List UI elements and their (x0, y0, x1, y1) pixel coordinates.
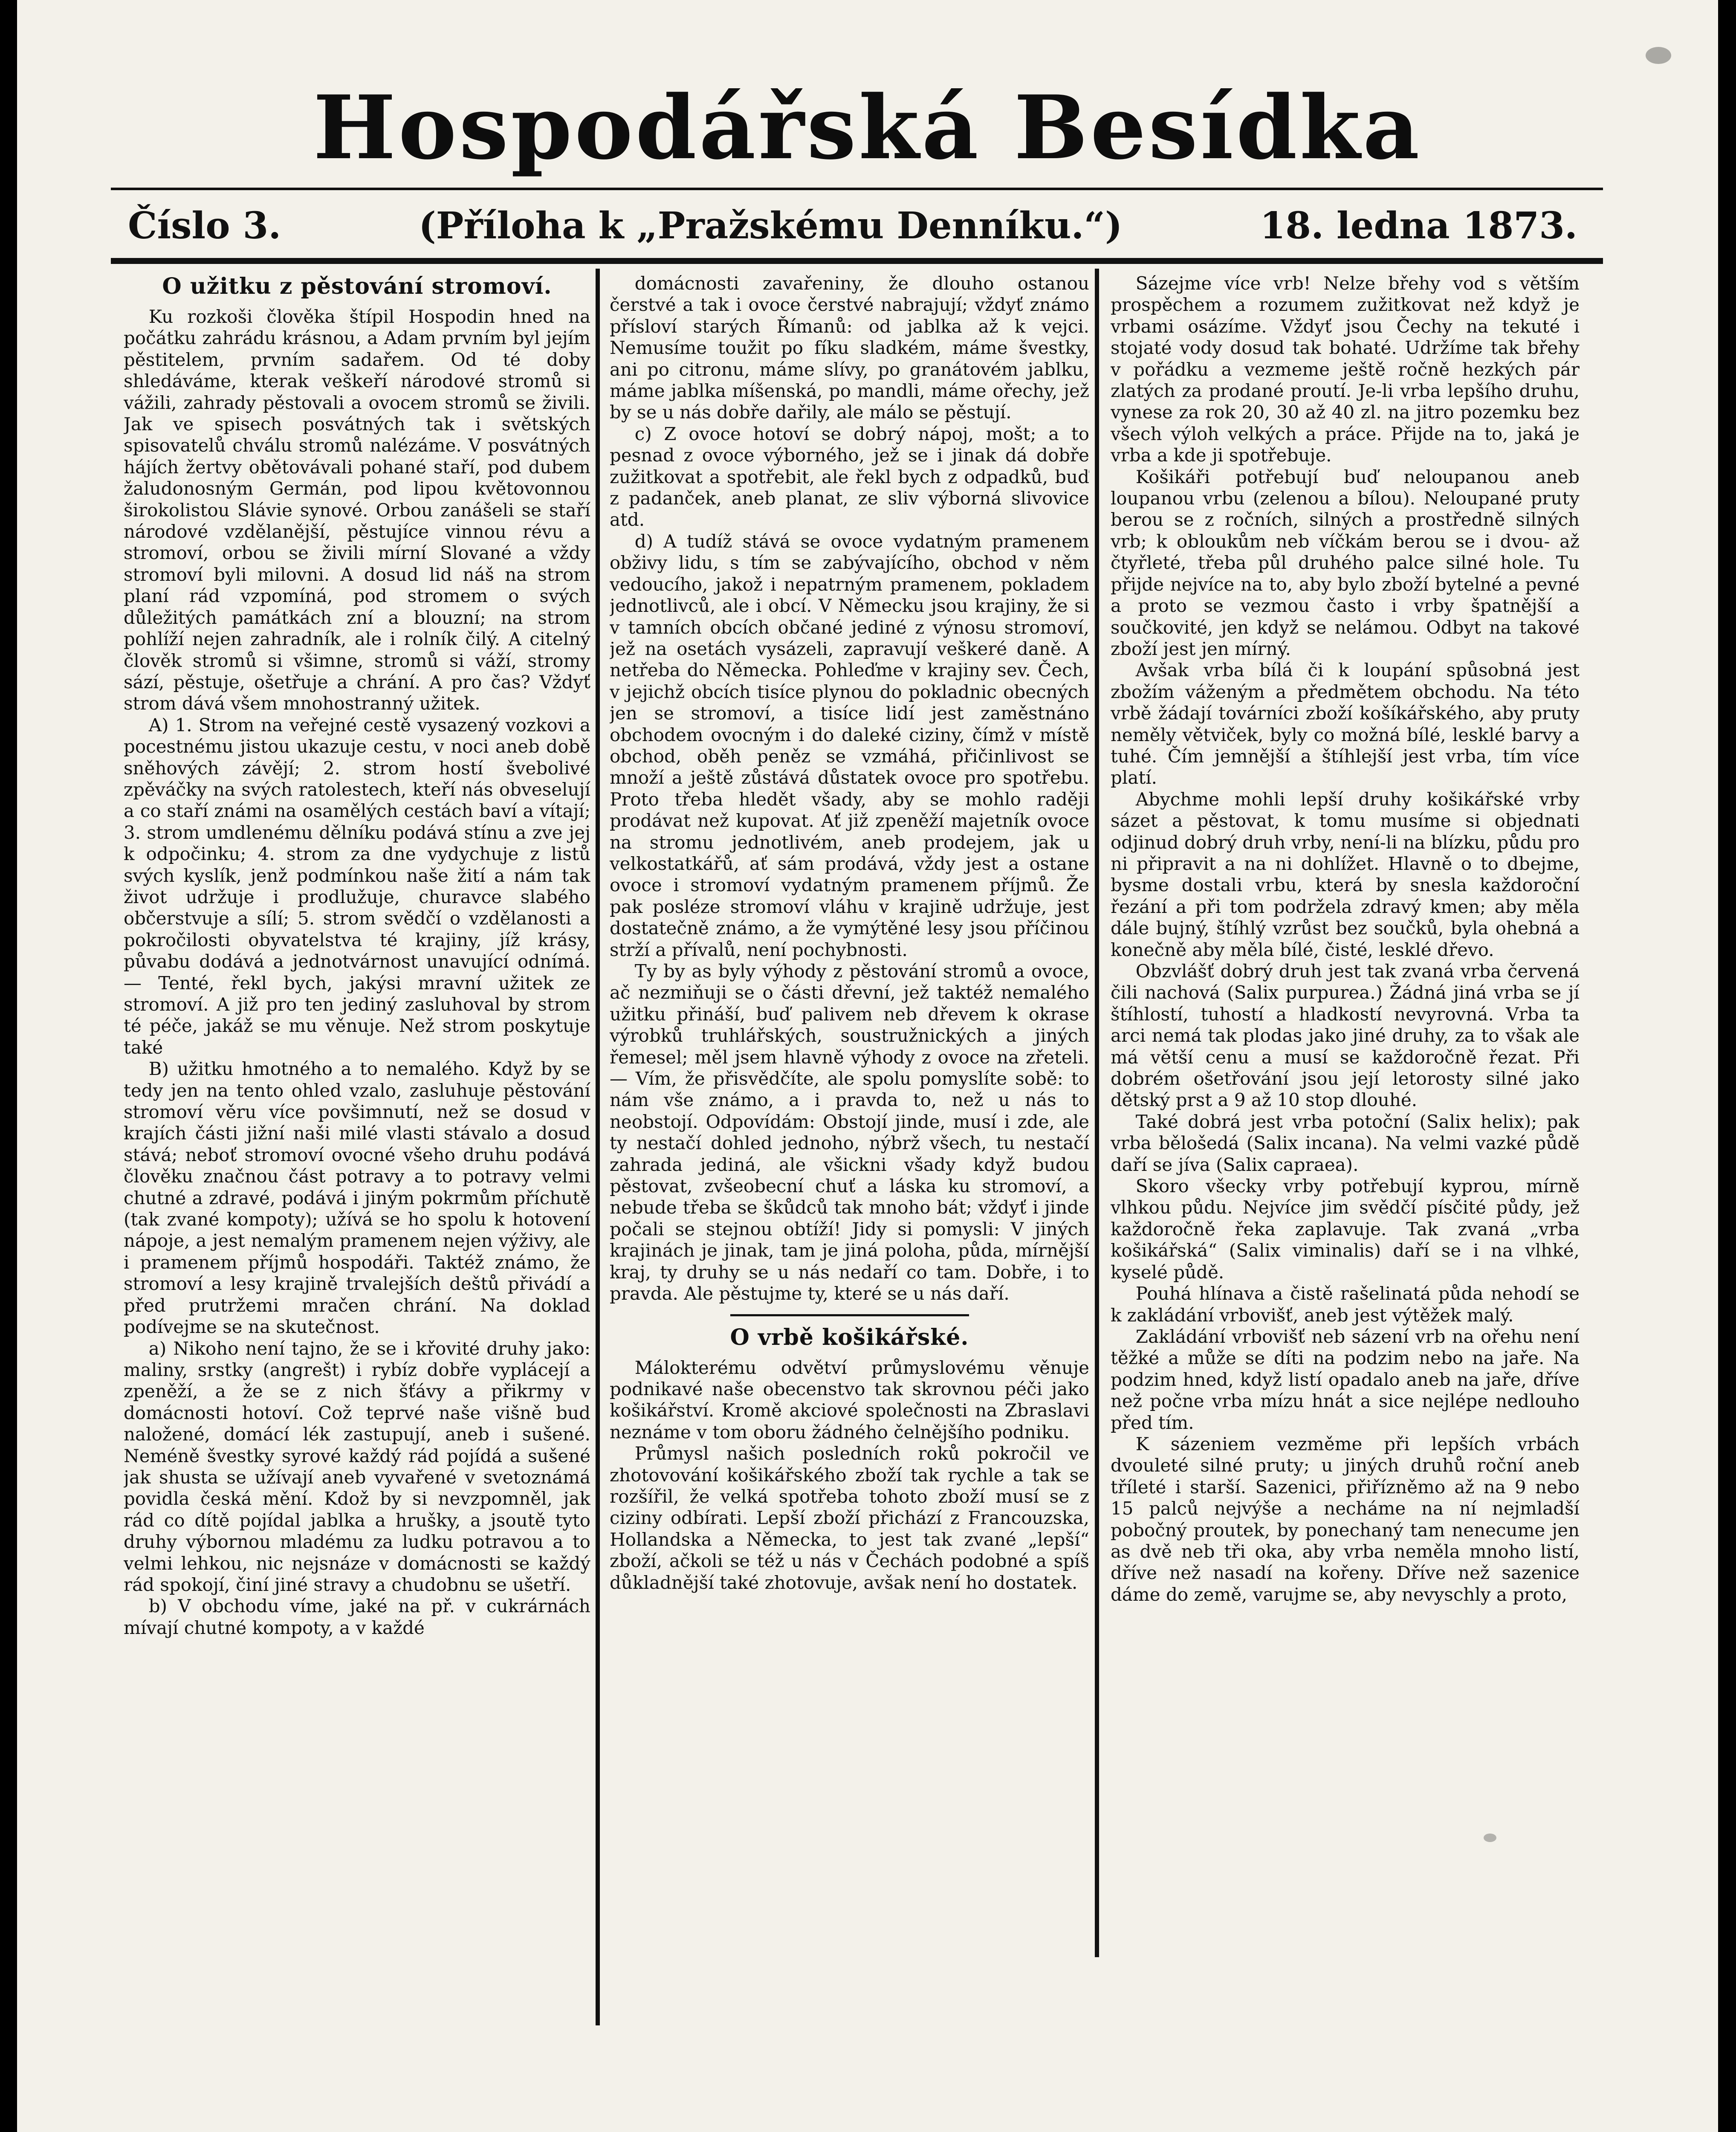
article-heading-trees: O užitku z pěstování stromoví. (162, 273, 552, 299)
paragraph: d) A tudíž stává se ovoce vydatným pramenem obživy lidu, s tím se zabývajícího, obchod v něm vedoucího, jakož i nepatrným pramenem, pokladem jednotlivců, ale i obcí. V Německu jsou krajiny, že si v tamních obcích občané jediné z výnosu stromoví, jež na osetách vysázeli, zapravují veškeré daně. A netřeba do Německa. Pohleďme v krajiny sev. Čech, v jejichž obcích tisíce plynou do pokladnic obecných jen se stromoví, a tisíce lidí jest zaměstnáno obchodem ovocným i do daleké ciziny, čímž v místě obchod, oběh peněz se vzmáhá, přičinlivost se množí a ještě zůstává důstatek ovoce pro spotřebu. Proto třeba hledět všady, aby se mohlo raději prodávat než kupovat. Ať již zpeněží majetník ovoce na stromu jednotlivém, aneb prodejem, jak u velkostatkářů, ať sám prodává, vždy jest a ostane ovoce i stromoví vydatným pramenem příjmů. Že pak posléze stromoví vláhu v krajině udržuje, jest dostatečně známo, a že vymýtěné lesy jsou příčinou strží a přívalů, není pochybnosti. (610, 530, 1089, 960)
paragraph: K sázeniem vezměme při lepších vrbách dvouleté silné pruty; u jiných druhů roční aneb tříleté i starší. Sazenici, přiřízněmo až na 9 nebo 15 palců nejvýše a necháme na ní nejmladší pobočný proutek, by ponechaný tam nenecume jen as dvě neb tři oka, aby vrba neměla mnoho listí, dříve než nasadí na kořeny. Dříve než sazenice dáme do země, varujme se, aby nevyschly a proto, (1111, 1433, 1580, 1605)
ink-blot (1646, 47, 1671, 64)
paragraph: Abychme mohli lepší druhy košikářské vrby sázet a pěstovat, k tomu musíme si objednati odjinud dobrý druh vrby, není-li na blízku, půdu pro ni připravit a na ni dohlížet. Hlavně o to dbejme, bysme dostali vrbu, která by snesla každoroční řezání a při tom podržela zdravý kmen; aby měla dále bujný, štíhlý vzrůst bez součků, byla ohebná a konečně aby měla bílé, čisté, lesklé dřevo. (1111, 788, 1580, 960)
column-divider (596, 269, 600, 2025)
masthead-title: Hospodářská Besídka (313, 77, 1422, 179)
paragraph: Košikáři potřebují buď neloupanou aneb loupanou vrbu (zelenou a bílou). Neloupané pruty berou se z ročních, silných a prostředně silných vrb; k obloukům neb víčkám berou se i dvou- až čtyřleté, třeba půl druhého palce silné hole. Tu přijde nejvíce na to, aby bylo zboží bytelné a pevné a proto se vezmou často i vrby špatnější a součkovité, jen když se nelámou. Odbyt na takové zboží jest jen mírný. (1111, 466, 1580, 659)
column-1 (124, 273, 590, 2094)
paragraph: B) užitku hmotného a to nemalého. Když by se tedy jen na tento ohled vzalo, zasluhuje pěstování stromoví věru více povšimnutí, než se dosud v krajích části jižní naši milé vlasti stávalo a dosud stává; neboť stromoví ovocné všeho druhu podává člověku značnou část potravy a to potravy velmi chutné a zdravé, podává i jiným pokrmům příchutě (tak zvané kompoty); užívá se ho spolu k hotovení nápoje, a jest nemalým pramenem nejen výživy, ale i pramenem příjmů hospodáři. Taktéž známo, že stromoví a lesy krajině trvalejších deštů přivádí a před prutržemi mračen chrání. Na doklad podívejme se na skutečnost. (124, 1058, 590, 1338)
section-rule (730, 1314, 969, 1316)
paragraph: Průmysl našich posledních roků pokročil ve zhotovování košikářského zboží tak rychle a tak se rozšířil, že velká spotřeba tohoto zboží musí se z ciziny odbírati. Lepší zboží přichází z Francouzska, Hollandska a Německa, to jest tak zvané „lepší“ zboží, ačkoli se též u nás v Čechách podobné a spíš důkladnější také zhotovuje, avšak není ho dostatek. (610, 1443, 1089, 1593)
header-rule (111, 258, 1603, 264)
paragraph: Také dobrá jest vrba potoční (Salix helix); pak vrba bělošedá (Salix incana). Na velmi vazké půdě daří se jíva (Salix capraea). (1111, 1111, 1580, 1175)
masthead-rule (111, 188, 1603, 190)
paragraph: Skoro všecky vrby potřebují kyprou, mírně vlhkou půdu. Nejvíce jim svědčí písčité půdy, jež každoročně řeka zaplavuje. Tak zvaná „vrba košikářská“ (Salix viminalis) daří se i na vlhké, kyselé půdě. (1111, 1176, 1580, 1283)
paragraph: b) V obchodu víme, jaké na př. v cukrárnách mívají chutné kompoty, a v každé (124, 1596, 590, 1638)
issue-line (128, 200, 1577, 252)
paragraph: Ty by as byly výhody z pěstování stromů a ovoce, ač nezmiňuji se o části dřevní, jež taktéž nemalého užitku přináší, buď palivem neb dřevem k okrase výrobků truhlářských, soustružnických a jiných řemesel; měl jsem hlavně výhody z ovoce na zřeteli. — Vím, že přisvědčíte, ale spolu pomyslíte sobě: to nám vše známo, a i pravda to, než u nás to neobstojí. Odpovídám: Obstojí jinde, musí i zde, ale ty nestačí dohled jednoho, nýbrž všech, tu nestačí zahrada jediná, ale všickni všady když budou pěstovat, zvšeobecní chuť a láska ku stromoví, a nebude třeba se škůdců tak mnoho bát; vždyť i jinde počali se stejnou obtíží! Jidy si pomysli: V jiných krajinách je jinak, tam je jiná poloha, půda, mírnější kraj, ty druhy se u nás nedaří co tam. Dobře, i to pravda. Ale pěstujme ty, které se u nás daří. (610, 961, 1089, 1304)
paragraph: Obzvlášť dobrý druh jest tak zvaná vrba červená čili nachová (Salix purpurea.) Žádná jiná vrba se jí štíhlostí, tuhostí a hladkostí nevyrovná. Vrba ta arci nemá tak plodas jako jiné druhy, za to však ale má větší cenu a musí se každoročně řezat. Při dobrém ošetřování jsou její letorosty silné jako dětský prst a 9 až 10 stop dlouhé. (1111, 961, 1580, 1111)
paragraph: c) Z ovoce hotoví se dobrý nápoj, mošt; a to pesnad z ovoce výborného, jež se i jinak dá dobře zužitkovat a spotřebit, ale řekl bych z odpadků, buď z padanček, aneb planat, ze sliv výborná slivovice atd. (610, 423, 1089, 530)
newspaper-page (17, 0, 1718, 2132)
paragraph: Sázejme více vrb! Nelze břehy vod s větším prospěchem a rozumem zužitkovat než když je vrbami osázíme. Vždyť jsou Čechy na tekuté i stojaté vody dosud tak bohaté. Udržíme tak břehy v pořádku a vezmeme ještě ročně hezkých pár zlatých za prodané proutí. Je-li vrba lepšího druhu, vynese za rok 20, 30 až 40 zl. na jitro pozemku bez všech výloh velkých a práce. Přijde na to, jaká je vrba a kde ji spotřebuje. (1111, 273, 1580, 466)
paragraph: Zakládání vrbovišť neb sázení vrb na ořehu není těžké a může se díti na podzim nebo na jaře. Na podzim hned, když listí opadalo aneb na jaře, dříve než počne vrba mízu hnát a sice nejlépe nedlouho před tím. (1111, 1326, 1580, 1433)
issue-number: Číslo 3. (128, 204, 281, 247)
paragraph: domácnosti zavařeniny, že dlouho ostanou čerstvé a tak i ovoce čerstvé nabrajují; vždyť známo přísloví starých Římanů: od jablka až k vejci. Nemusíme toužit po fíku sladkém, máme švestky, ani po citronu, máme slívy, po granátovém jablku, máme jablka míšenská, po mandli, máme ořechy, jež by se u nás dobře dařily, ale málo se pěstují. (610, 273, 1089, 423)
column-3 (1111, 273, 1580, 2094)
column-2 (610, 273, 1089, 2094)
paragraph: A) 1. Strom na veřejné cestě vysazený vozkovi a pocestnému jistou ukazuje cestu, v noci aneb době sněhových závějí; 2. strom hostí švebolivé zpěváčky na svých ratolestech, kteří nás obveselují a co staří známi na osamělých cestách baví a vítají; 3. strom umdlenému dělníku podává stínu a zve jej k odpočinku; 4. strom za dne vydychuje z listů svých kyslík, jenž podmínkou naše žití a nám tak život udržuje i prodlužuje, churavce slabého občerstvuje a sílí; 5. strom svědčí o vzdělanosti a pokročilosti obyvatelstva té krajiny, jíž krásy, půvabu dodává a jednotvárnost unavující odnímá. — Tenté, řekl bych, jakýsi mravní užitek ze stromoví. A již pro ten jediný zasluhoval by strom té péče, jakáž se mu věnuje. Než strom poskytuje také (124, 714, 590, 1058)
article-heading-willow: O vrbě košikářské. (730, 1324, 969, 1350)
spacer (610, 1305, 1089, 1314)
ink-blot (1484, 1834, 1496, 1842)
paragraph: Ku rozkoši člověka štípil Hospodin hned na počátku zahrádu krásnou, a Adam prvním byl jejím pěstitelem, prvním sadařem. Od té doby shledáváme, kterak veškeří národové stromů si vážili, zahrady pěstovali a ovocem stromů se živili. Jak ve spisech posvátných tak i světských spisovatelů chválu stromů nalézáme. V posvátných hájích žertvy obětovávali pohané staří, pod dubem žaludonosným Germán, pod lipou květovonnou širokolistou Slávie synové. Orbou zanášeli se staří národové vzdělanější, pěstujíce vinnou révu a stromoví, orbou se živili mírní Slované a vždy stromoví byli milovni. A dosud lid náš na strom planí rád vzpomíná, pod stromem o svých důležitých památkách zní a blouzní; na strom pohlíží nejen zahradník, ale i rolník čilý. A citelný člověk stromů si všimne, stromů si váží, stromy sází, pěstuje, ošetřuje a chrání. A pro čas? Vždyť strom dává všem mnohostranný užitek. (124, 306, 590, 714)
column-divider (1095, 269, 1099, 1957)
paragraph: Avšak vrba bílá či k loupání spůsobná jest zbožím váženým a předmětem obchodu. Na této vrbě žádají továrníci zboží košíkářského, aby pruty neměly větviček, byly co možná bílé, lesklé barvy a tuhé. Čím jemnější a štíhlejší jest vrba, tím více platí. (1111, 660, 1580, 788)
issue-date: 18. ledna 1873. (1260, 204, 1577, 247)
paragraph: a) Nikoho není tajno, že se i křovité druhy jako: maliny, srstky (angrešt) i rybíz dobře vyplácejí a zpeněží, a že se z nich šťávy a přikrmy v domácnosti hotoví. Což teprvé naše višně bud naložené, domácí lék zastupují, aneb i sušené. Neméně švestky syrové každý rád pojídá a sušené jak shusta se užívají aneb vyvařené v svetoznámá povidla česká mění. Kdož by si nevzpomněl, jak rád co dítě pojídal jablka a hrušky, a jsoutě tyto druhy výbornou mladému za ludku potravou a to velmi lehkou, nic nejsnáze v domácnosti se každý rád spokojí, činí jiné stravy a chudobnu se ušetří. (124, 1338, 590, 1595)
paragraph: Pouhá hlínava a čistě rašelinatá půda nehodí se k zakládání vrbovišť, aneb jest výtěžek malý. (1111, 1283, 1580, 1326)
issue-supplement: (Příloha k „Pražskému Denníku.“) (419, 204, 1123, 247)
paragraph: Málokterému odvětví průmyslovému věnuje podnikavé naše obecenstvo tak skrovnou péči jako košikářství. Kromě akciové společnosti na Zbraslavi neznáme v tom oboru žádného čelnějšího podniku. (610, 1357, 1089, 1443)
